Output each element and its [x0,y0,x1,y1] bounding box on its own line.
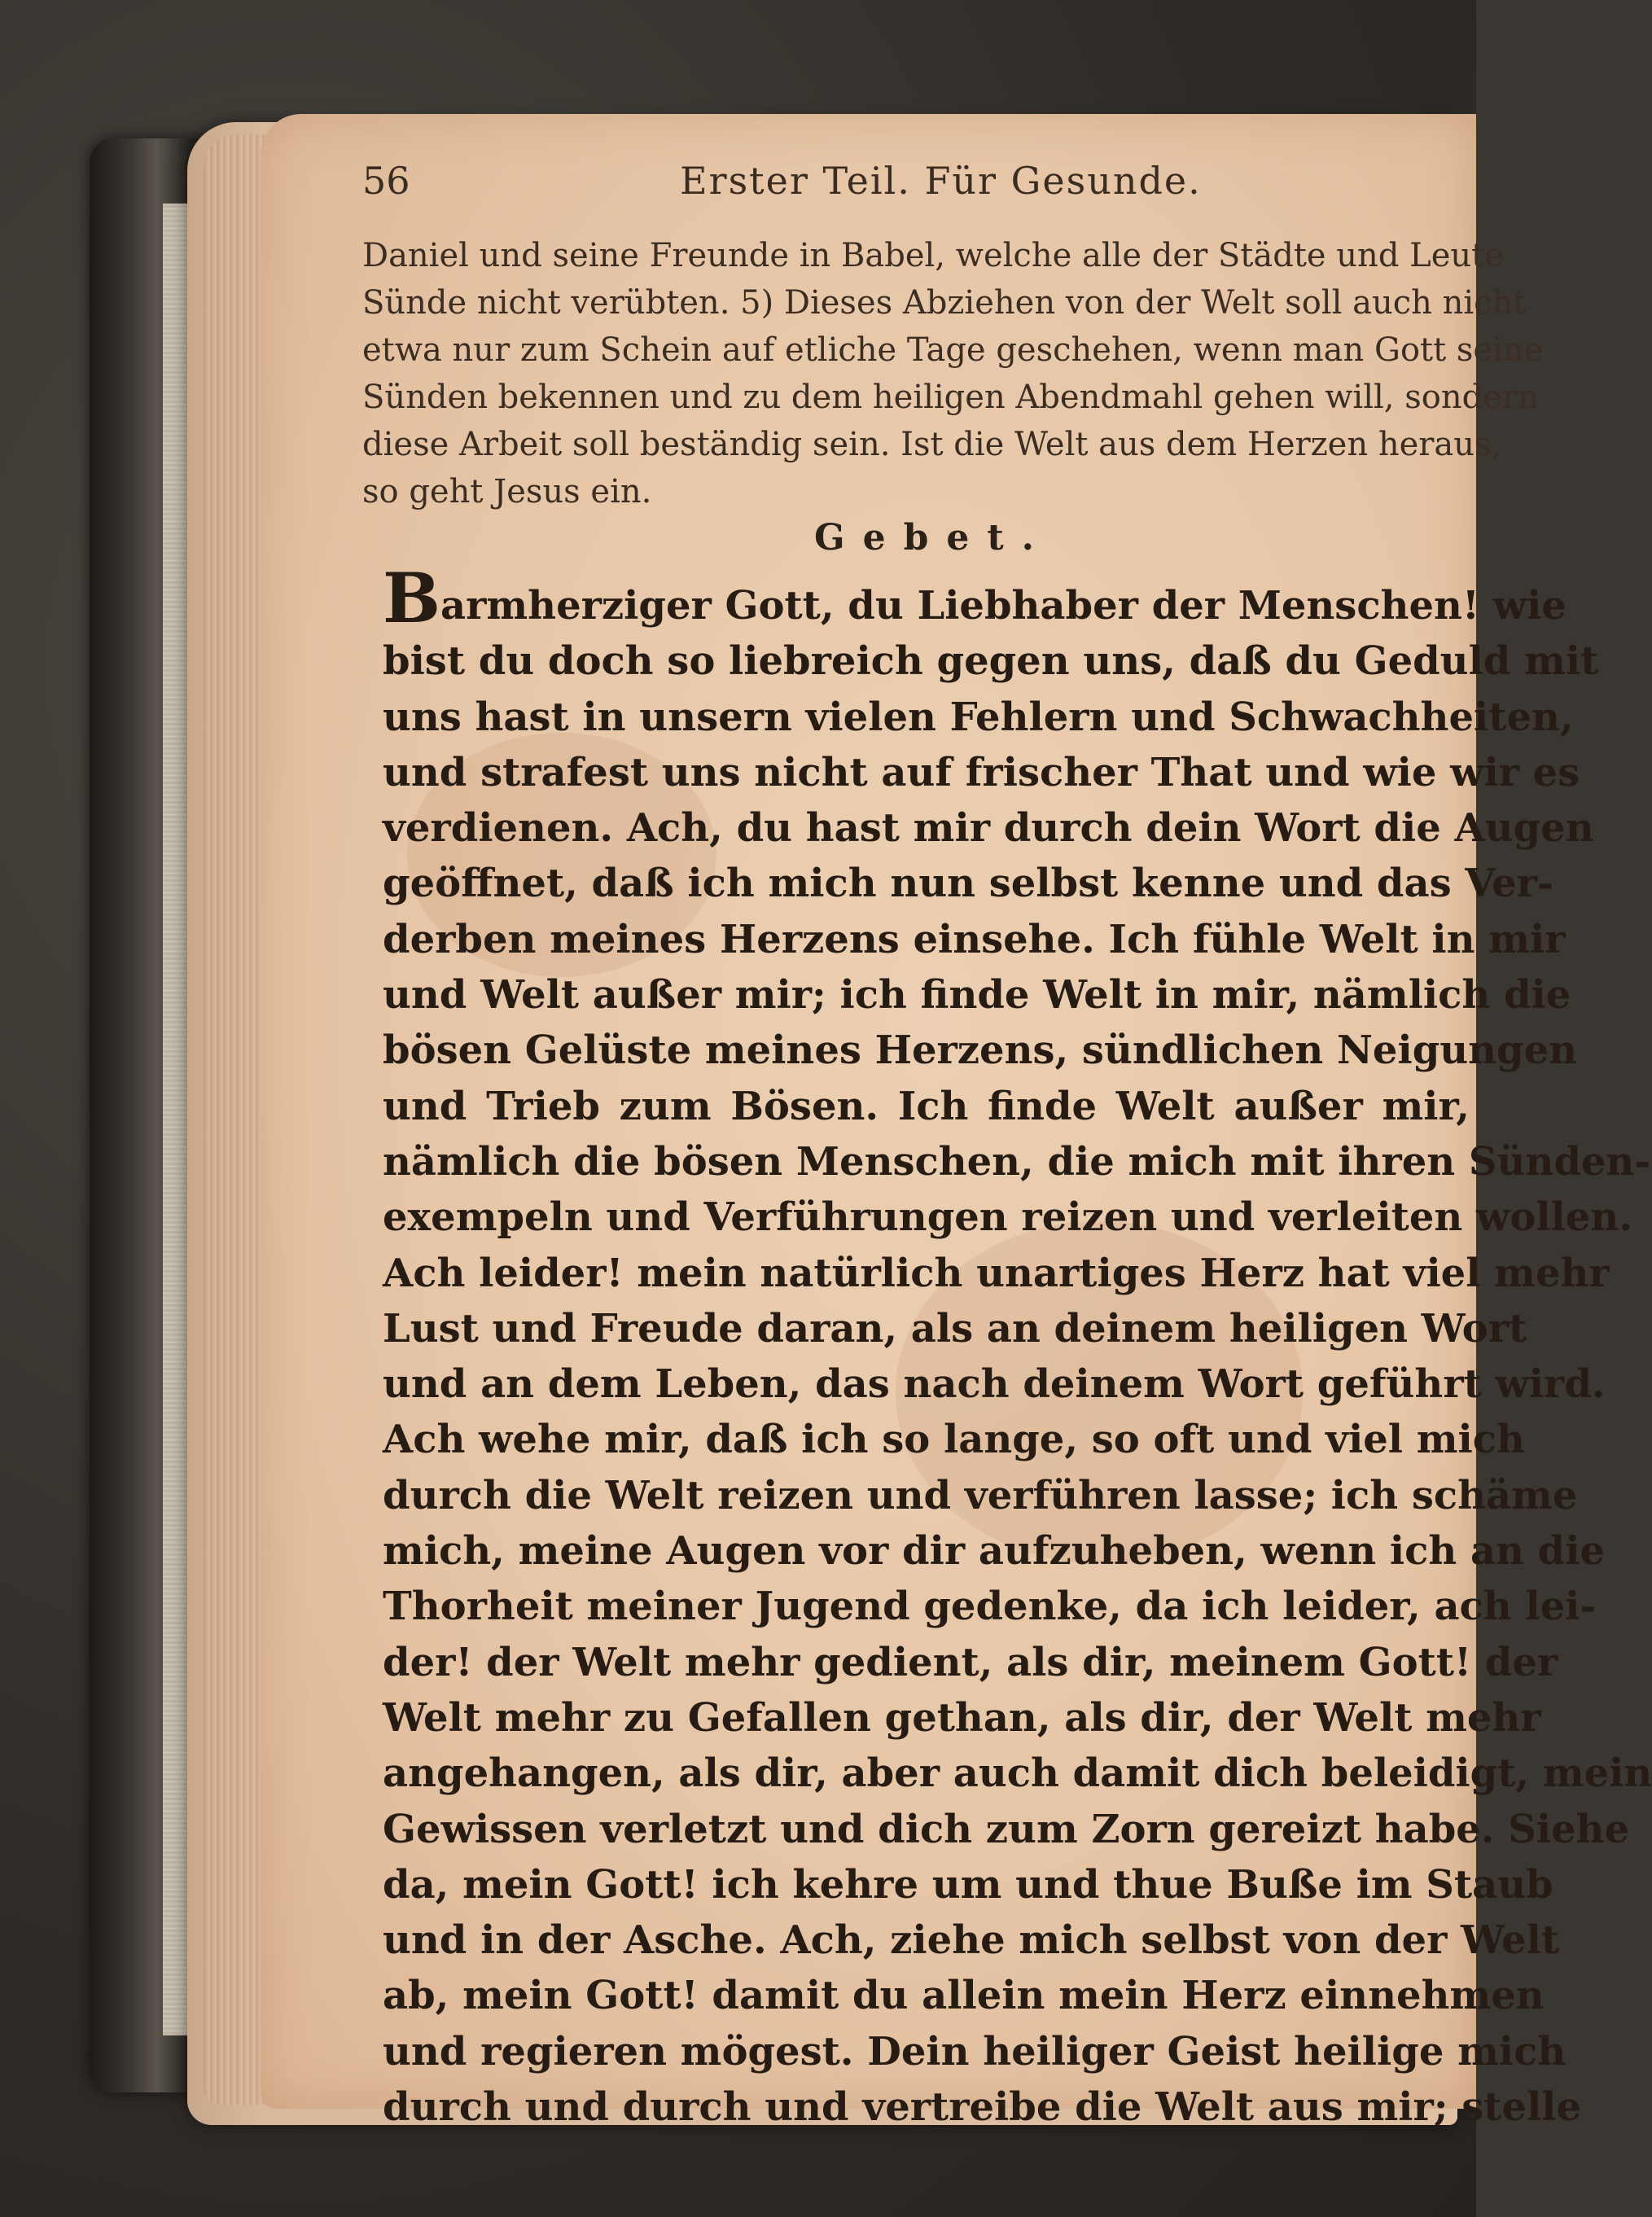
text-line-first [383,558,1567,638]
text-line: bist du doch so liebreich gegen uns, daß du Geduld mit [383,638,1599,685]
text-line: und Welt außer mir; ich finde Welt in mir, nämlich die [383,972,1571,1019]
text-line: Welt mehr zu Gefallen gethan, als dir, der Welt mehr [383,1694,1541,1741]
first-line-text: armherziger Gott, du Liebhaber der Menschen! wie [440,583,1567,629]
text-line: Sünde nicht verübten. 5) Dieses Abziehen von der Welt soll auch nicht [362,284,1527,322]
text-line: geöffnet, daß ich mich nun selbst kenne und das Ver- [383,861,1553,907]
text-line: Lust und Freude daran, als an deinem heiligen Wort [383,1305,1527,1352]
text-line: etwa nur zum Schein auf etliche Tage geschehen, wenn man Gott seine [362,331,1544,369]
drop-initial: B [383,558,440,638]
text-line: diese Arbeit soll beständig sein. Ist die Welt aus dem Herzen heraus, [362,426,1502,463]
text-line: nämlich die bösen Menschen, die mich mit ihren Sünden- [383,1138,1651,1185]
text-line: Gewissen verletzt und dich zum Zorn gereizt habe. Siehe [383,1806,1630,1852]
section-heading: Gebet. [814,517,1052,559]
page-number: 56 [362,159,410,203]
intro-paragraph [362,232,1544,515]
text-line: Ach wehe mir, daß ich so lange, so oft und viel mich [383,1417,1525,1463]
text-line: derben meines Herzens einsehe. Ich fühle Welt in mir [383,916,1566,962]
text-line: uns hast in unsern vielen Fehlern und Schwachheiten, [383,694,1574,740]
text-line: angehangen, als dir, aber auch damit dich beleidigt, mein [383,1750,1652,1797]
running-title: Erster Teil. Für Gesunde. [680,159,1202,203]
text-line: und strafest uns nicht auf frischer That und wie wir es [383,749,1580,795]
text-line: Sünden bekennen und zu dem heiligen Abendmahl gehen will, sondern [362,379,1539,416]
text-line: bösen Gelüste meines Herzens, sündlichen Neigungen [383,1027,1578,1074]
text-line: verdienen. Ach, du hast mir durch dein Wort die Augen [383,805,1594,852]
text-line: und regieren mögest. Dein heiliger Geist heilige mich [383,2028,1567,2075]
text-line: mich, meine Augen vor dir aufzuheben, wenn ich an die [383,1528,1605,1575]
text-line: und in der Asche. Ach, ziehe mich selbst von der Welt [383,1917,1560,1964]
text-line: Ach leider! mein natürlich unartiges Herz hat viel mehr [383,1250,1610,1296]
text-line: der! der Welt mehr gedient, als dir, meinem Gott! der [383,1639,1558,1685]
text-line: durch und durch und vertreibe die Welt aus mir; stelle [383,2084,1581,2131]
text-line: so geht Jesus ein. [362,473,652,510]
text-line: durch die Welt reizen und verführen lasse; ich schäme [383,1472,1578,1518]
page-header [362,159,1453,216]
text-line: Thorheit meiner Jugend gedenke, da ich leider, ach lei- [383,1584,1597,1630]
text-line: exempeln und Verführungen reizen und verleiten wollen. [383,1194,1632,1241]
text-line: da, mein Gott! ich kehre um und thue Buße im Staub [383,1861,1553,1908]
text-line: Daniel und seine Freunde in Babel, welche alle der Städte und Leute [362,237,1504,274]
prayer-paragraph [383,558,1652,2135]
text-line: ab, mein Gott! damit du allein mein Herz einnehmen [383,1973,1545,2019]
text-line: und an dem Leben, das nach deinem Wort geführt wird. [383,1361,1606,1408]
text-line: und Trieb zum Bösen. Ich finde Welt außer mir, [383,1083,1470,1129]
